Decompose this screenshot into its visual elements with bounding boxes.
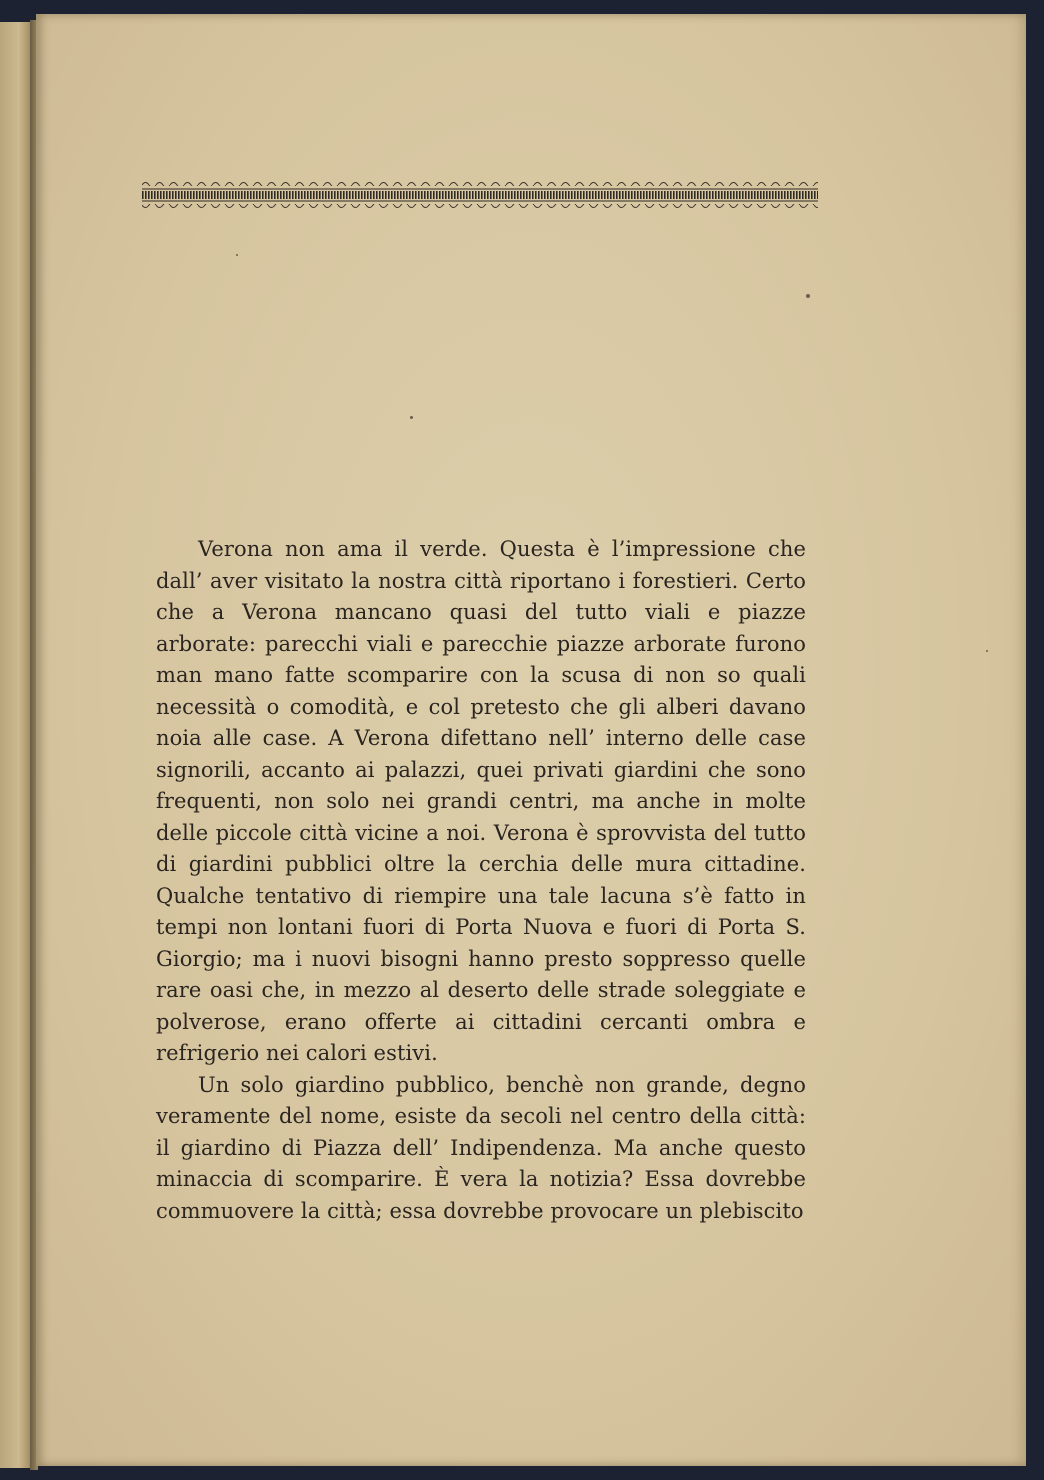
facing-page-edge — [0, 22, 34, 1468]
paper-speck — [806, 294, 810, 298]
paper-speck — [410, 416, 413, 419]
paragraph-1: Verona non ama il verde. Questa è l’impressione che dall’ aver visitato la nostra città riportano i forestieri. Certo che a Verona mancano quasi del tutto viali e piazze arborate: parecchi viali e parecchie piazze arborate furono man mano fatte scomparire con la scusa di non so quali necessità o comodità, e col pretesto che gli alberi davano noia alle case. A Verona difettano nell’ interno delle case signorili, accanto ai palazzi, quei privati giardini che sono frequenti, non solo nei grandi centri, ma anche in molte delle piccole città vicine a noi. Verona è sprovvista del tutto di giardini pubblici oltre la cerchia delle mura cittadine. Qualche tentativo di riempire una tale lacuna s’è fatto in tempi non lontani fuori di Porta Nuova e fuori di Porta S. Giorgio; ma i nuovi bisogni hanno presto soppresso quelle rare oasi che, in mezzo al deserto delle strade soleggiate e polverose, erano offerte ai cittadini cercanti ombra e refrigerio nei calori estivi. — [156, 537, 806, 1065]
page — [36, 14, 1026, 1466]
paper-speck — [986, 650, 988, 652]
paragraph-2: Un solo giardino pubblico, benchè non grande, degno veramente del nome, esiste da secoli nel centro della città: il giardino di Piazza dell’ Indipendenza. Ma anche questo minaccia di scomparire. È vera la notizia? Essa dovrebbe commuovere la città; essa dovrebbe provocare un plebiscito — [156, 1072, 806, 1223]
body-text — [156, 534, 806, 1227]
paper-speck — [236, 254, 238, 256]
decorative-header-rule — [142, 180, 818, 210]
